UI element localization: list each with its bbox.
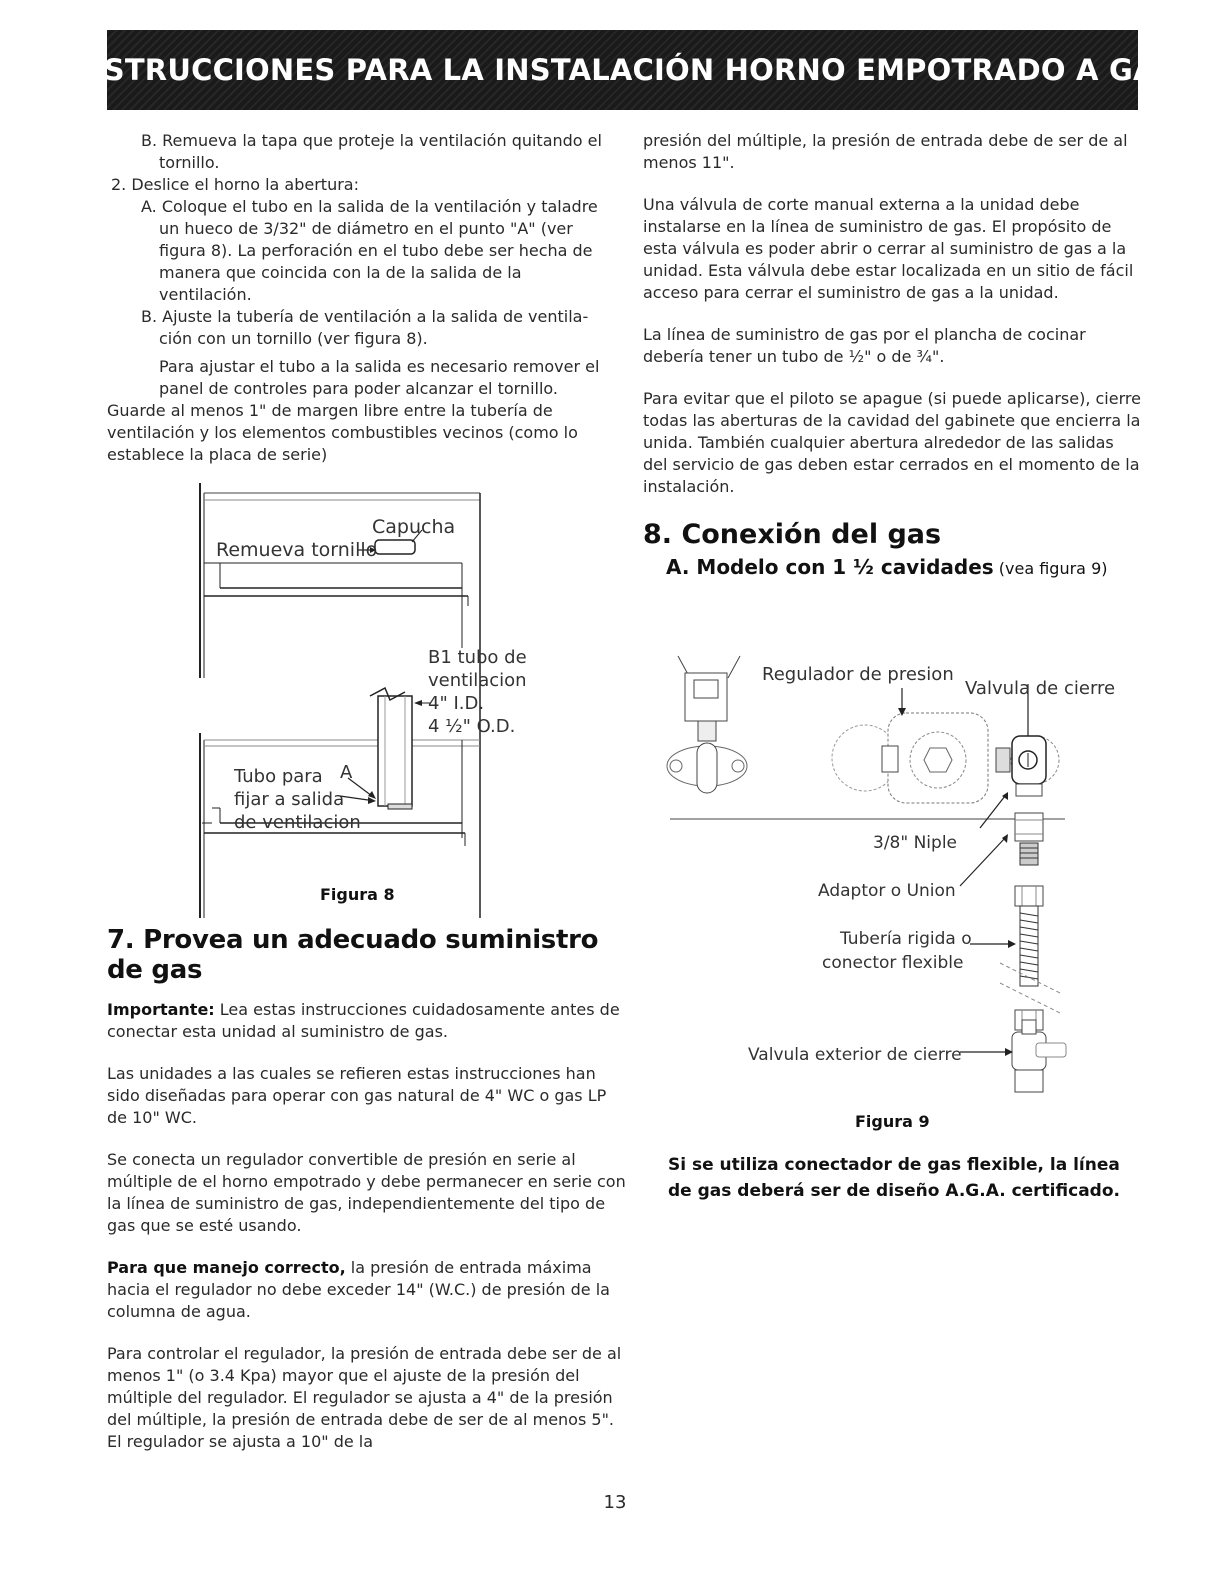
figure-9-diagram: [660, 648, 1140, 1118]
section-8-title: 8. Conexión del gas: [643, 519, 942, 550]
fig8-label-capucha: Capucha: [372, 516, 456, 538]
fig8-label-b1: B1 tubo de: [428, 647, 527, 668]
fig9-label-adaptor: Adaptor o Union: [818, 881, 956, 901]
section-8a-heading: A. Modelo con 1 ½ cavidades: [666, 555, 994, 579]
fig9-label-conector: conector flexible: [822, 953, 964, 973]
right-column: [643, 130, 1143, 592]
fig9-label-regulador: Regulador de presion: [762, 664, 954, 685]
section-7-para-4: Para controlar el regulador, la presión de entrada debe ser de al menos 1" (o 3.4 Kpa) mayor que el ajuste de la presión del múltiple del regulador. El regulador se ajusta a 4" de la presión del múltiple, la presión de entrada debe de ser de al menos 5". El regulador se ajusta a 10" de la: [107, 1344, 622, 1451]
fig9-label-valvula-exterior: Valvula exterior de cierre: [748, 1045, 962, 1065]
fig8-label-a: A: [340, 762, 353, 783]
step-a-place-tube: A. Coloque el tubo en la salida de la ventilación y taladre un hueco de 3/32" de diámetro en el punto "A" (ver figura 8). La perforación en el tubo debe ser hecha de manera que coincida con la de la salida de la ventilación.: [141, 197, 598, 304]
figure-9-caption: Figura 9: [855, 1112, 930, 1131]
right-para-2: Una válvula de corte manual externa a la unidad debe instalarse en la línea de suministro de gas. El propósito de esta válvula es poder abrir o cerrar al suministro de gas a la unidad. Esta válvula debe estar localizada en un sitio de fácil acceso para cerrar el suministro de gas a la unidad.: [643, 195, 1134, 302]
step-b-adjust-pipe: B. Ajuste la tubería de ventilación a la salida de ventila-ción con un tornillo (ver figura 8).: [141, 307, 589, 348]
fig8-label-tubo-para: Tubo para: [234, 766, 323, 787]
fig8-label-de-ventilacion: de ventilacion: [234, 812, 361, 833]
step-note-control-panel: Para ajustar el tubo a la salida es necesario remover el panel de controles para poder alcanzar el tornillo.: [159, 357, 600, 398]
page-number: 13: [603, 1492, 627, 1513]
fig8-label-ventilacion: ventilacion: [428, 670, 527, 691]
section-7-title: 7. Provea un adecuado suministro de gas: [107, 925, 599, 985]
fig8-label-od: 4 ½" O.D.: [428, 716, 516, 737]
section-7-para-3: [107, 1257, 627, 1323]
para-3-text: la presión de entrada máxima hacia el regulador no debe exceder 14" (W.C.) de presión de la columna de agua.: [107, 1258, 610, 1321]
section-7-para-2: Se conecta un regulador convertible de presión en serie al múltiple de el horno empotrado y debe permanecer en serie con la línea de suministro de gas, independientemente del tipo de gas que se esté usando.: [107, 1150, 626, 1235]
aga-warning: Si se utiliza conectador de gas flexible, la línea de gas deberá ser de diseño A.G.A. certificado.: [668, 1155, 1120, 1201]
para-3-bold: Para que manejo correcto,: [107, 1258, 346, 1277]
page-banner-title: INSTRUCCIONES PARA LA INSTALACIÓN HORNO EMPOTRADO A GAS: [107, 30, 1138, 110]
step-b-remove-cover: B. Remueva la tapa que proteje la ventilación quitando el tornillo.: [141, 131, 602, 172]
section-7: [107, 925, 627, 1469]
fig9-label-tuberia: Tubería rigida o: [840, 929, 972, 949]
right-para-4: Para evitar que el piloto se apague (si puede aplicarse), cierre todas las aberturas de la cavidad del gabinete que encierra la unida. También cualquier abertura alrededor de las salidas del servicio de gas deben estar cerrados en el momento de la instalación.: [643, 389, 1141, 496]
left-column: [107, 130, 607, 466]
right-para-1: presión del múltiple, la presión de entrada debe de ser de al menos 11".: [643, 131, 1128, 172]
fig8-label-remueva: Remueva tornillo: [216, 539, 378, 561]
fig9-label-valvula-cierre: Valvula de cierre: [965, 678, 1116, 699]
figure-8-caption: Figura 8: [320, 885, 395, 904]
important-paragraph: [107, 999, 627, 1043]
important-text: Lea estas instrucciones cuidadosamente antes de conectar esta unidad al suministro de gas.: [107, 1000, 620, 1041]
step-2-slide-oven: 2. Deslice el horno la abertura:: [111, 175, 359, 194]
clearance-note: Guarde al menos 1" de margen libre entre la tubería de ventilación y los elementos combustibles vecinos (como lo establece la placa de serie): [107, 401, 578, 464]
figure-8-diagram: [190, 478, 550, 918]
fig8-label-id: 4" I.D.: [428, 693, 485, 714]
section-8a-note: (vea figura 9): [993, 559, 1108, 578]
right-para-3: La línea de suministro de gas por el plancha de cocinar debería tener un tubo de ½" o de ¾".: [643, 325, 1086, 366]
fig8-label-fijar: fijar a salida: [234, 789, 345, 810]
section-8a-title: [666, 554, 1143, 582]
important-label: Importante:: [107, 1000, 215, 1019]
section-7-para-1: Las unidades a las cuales se refieren estas instrucciones han sido diseñadas para operar con gas natural de 4" WC o gas LP de 10" WC.: [107, 1064, 607, 1127]
fig9-label-niple: 3/8" Niple: [873, 833, 957, 853]
